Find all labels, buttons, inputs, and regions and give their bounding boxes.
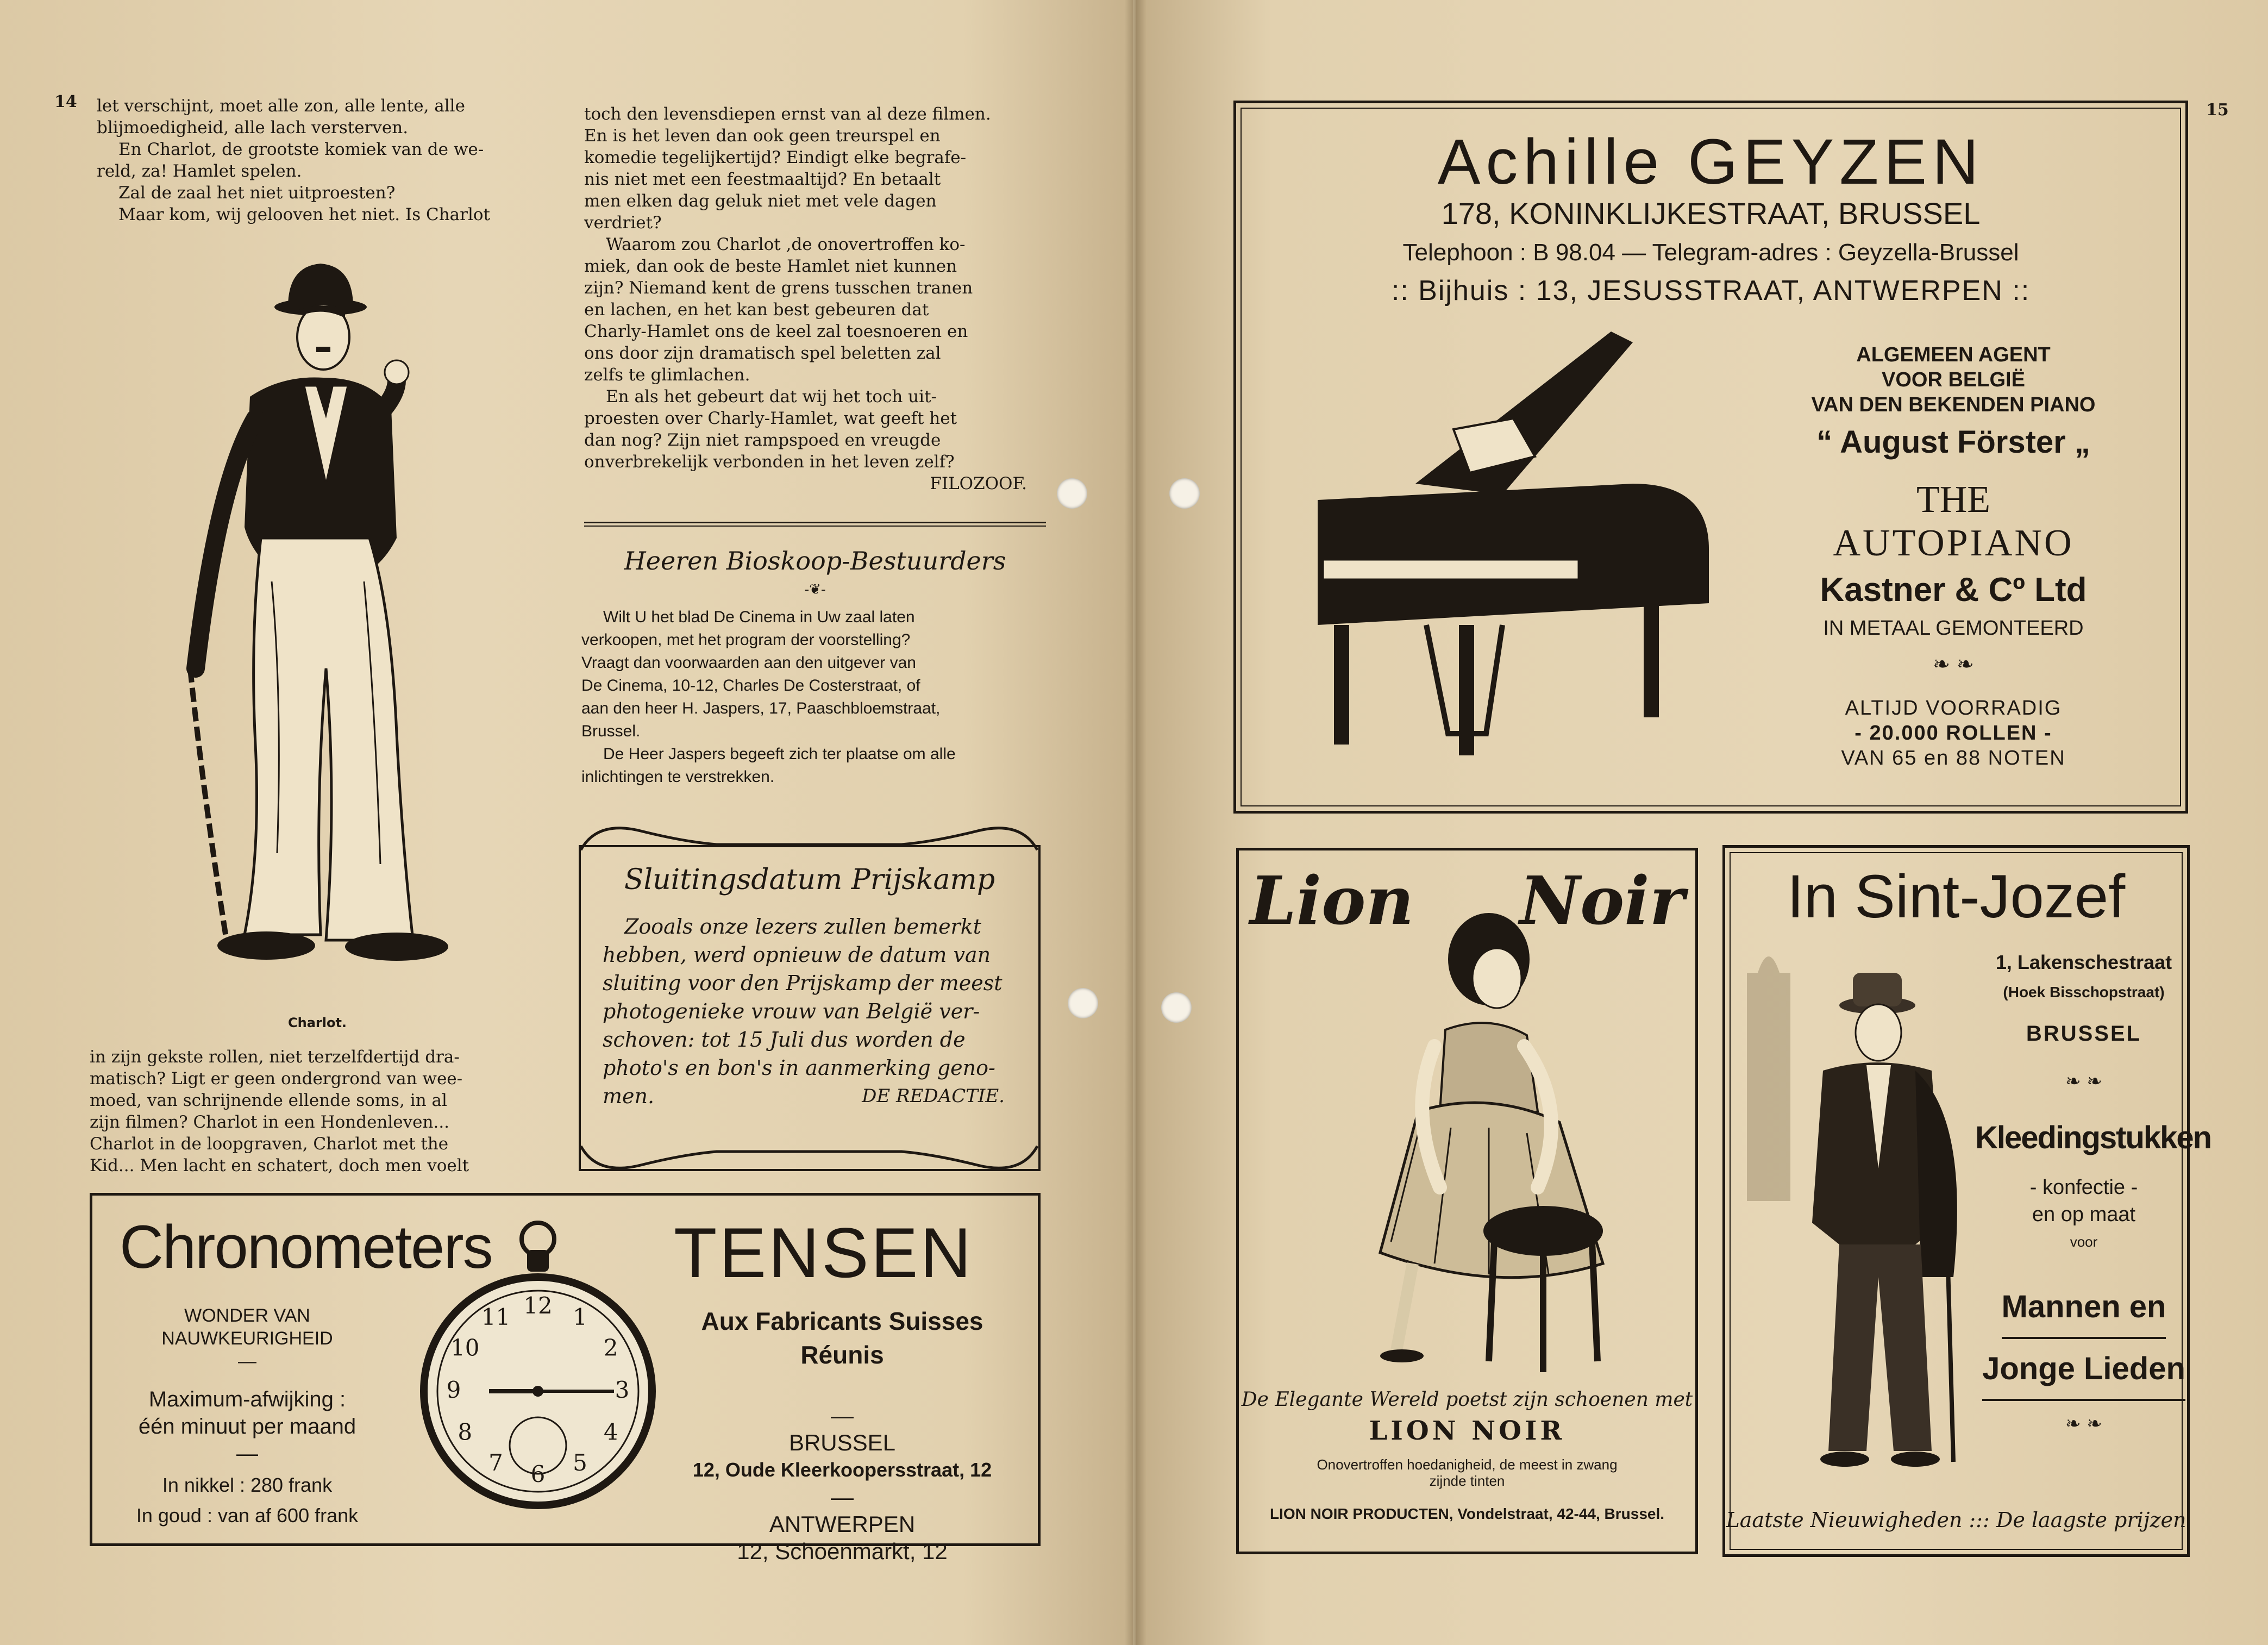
tensen-addresses bbox=[679, 1402, 1005, 1565]
tensen-prices bbox=[120, 1470, 375, 1531]
jozef-title: In Sint-Jozef bbox=[1787, 862, 2126, 930]
contest-body bbox=[603, 912, 1021, 1110]
text-line: ALGEMEEN AGENT bbox=[1856, 343, 2051, 366]
noir-title: Noir bbox=[1519, 861, 1684, 940]
contest-box bbox=[579, 845, 1041, 1171]
ornament-icon: ❧ ❧ bbox=[2065, 1071, 2102, 1092]
text-line: blijmoedigheid, alle lach versterven. bbox=[97, 118, 409, 137]
watch-numeral: 10 bbox=[450, 1334, 480, 1361]
text-line: BRUSSEL bbox=[788, 1430, 896, 1455]
text-line: dan nog? Zijn niet rampspoed en vreugde bbox=[584, 430, 941, 450]
text-line: VOOR BELGIË bbox=[1882, 368, 2025, 391]
punch-hole bbox=[1169, 478, 1200, 509]
autopiano-title bbox=[1769, 478, 2138, 565]
text-line: Onovertroffen hoedanigheid, de meest in zwang bbox=[1317, 1456, 1618, 1473]
lion-tagline: De Elegante Wereld poetst zijn schoenen met bbox=[1241, 1388, 1693, 1411]
text-line: zijn filmen? Charlot in een Hondenleven... bbox=[90, 1112, 450, 1132]
text-line: photo's en bon's in aanmerking geno- bbox=[603, 1056, 995, 1080]
watch-numeral: 3 bbox=[615, 1377, 630, 1403]
text-line: De Heer Jaspers begeeft zich ter plaatse om alle bbox=[603, 745, 956, 763]
tensen-advertisement bbox=[90, 1193, 1041, 1564]
text-line: THE bbox=[1916, 479, 1991, 521]
dash-separator: — bbox=[831, 1403, 854, 1428]
stock-text bbox=[1769, 696, 2138, 771]
jozef-product: Kleedingstukken bbox=[1975, 1120, 2211, 1155]
tensen-subtitle bbox=[130, 1304, 364, 1373]
text-line: hebben, werd opnieuw de datum van bbox=[603, 943, 991, 967]
text-line: Maar kom, wij gelooven het niet. Is Charlot bbox=[118, 205, 490, 224]
tensen-brand: TENSEN bbox=[674, 1213, 974, 1292]
text-line: 12, Oude Kleerkoopersstraat, 12 bbox=[692, 1459, 992, 1481]
piano-brand: “ August Förster „ bbox=[1816, 424, 2090, 460]
notice-heading: Heeren Bioskoop-Bestuurders bbox=[624, 546, 1006, 576]
text-line: photogenieke vrouw van België ver- bbox=[603, 999, 980, 1023]
left-page bbox=[0, 0, 1133, 1645]
right-page bbox=[1136, 0, 2268, 1645]
dash-separator: — bbox=[238, 1351, 256, 1372]
jozef-footer: Laatste Nieuwigheden ::: De laagste prijzen bbox=[1726, 1508, 2186, 1532]
text-line: Jonge Lieden bbox=[1982, 1339, 2185, 1401]
scroll-ornament-bottom bbox=[575, 1143, 1043, 1176]
scroll-ornament-top bbox=[575, 820, 1043, 853]
text-line: let verschijnt, moet alle zon, alle lente, alle bbox=[97, 96, 465, 116]
text-line: Charly-Hamlet ons de keel zal toesnoeren en bbox=[584, 322, 968, 341]
watch-numeral: 8 bbox=[458, 1418, 473, 1446]
text-line: komedie tegelijkertijd? Eindigt elke begrafe- bbox=[584, 148, 967, 167]
ornament-icon: ❧ ❧ bbox=[1933, 652, 1974, 676]
watch-numeral: 6 bbox=[530, 1461, 546, 1487]
text-line: inlichtingen te verstrekken. bbox=[581, 768, 775, 786]
lion-desc bbox=[1239, 1456, 1695, 1489]
article-col2 bbox=[584, 103, 1043, 495]
elegant-lady-illustration bbox=[1310, 883, 1636, 1372]
article-signature: FILOZOOF. bbox=[930, 474, 1027, 493]
text-line: sluiting voor den Prijskamp der meest bbox=[603, 971, 1003, 995]
text-line: - 20.000 ROLLEN - bbox=[1855, 722, 2052, 745]
text-line: één minuut per maand bbox=[138, 1415, 356, 1438]
text-line: proesten over Charly-Hamlet, wat geeft het bbox=[584, 409, 957, 428]
divider-rule bbox=[584, 522, 1046, 527]
page-number-left: 14 bbox=[54, 92, 77, 111]
text-line: Wilt U het blad De Cinema in Uw zaal laten bbox=[603, 608, 915, 626]
lion-title: Lion bbox=[1250, 861, 1414, 940]
text-line: In nikkel : 280 frank bbox=[162, 1474, 333, 1496]
text-line: reld, za! Hamlet spelen. bbox=[97, 161, 302, 181]
punch-hole bbox=[1068, 988, 1098, 1018]
fabricants bbox=[679, 1304, 1005, 1372]
dash-separator: — bbox=[236, 1442, 258, 1466]
text-line: ALTIJD VOORRADIG bbox=[1845, 697, 2062, 720]
text-line: VAN 65 en 88 NOTEN bbox=[1841, 747, 2066, 770]
watch-numeral: 7 bbox=[488, 1449, 503, 1477]
text-line: aan den heer H. Jaspers, 17, Paaschbloemstraat, bbox=[581, 699, 941, 717]
text-line: VAN DEN BEKENDEN PIANO bbox=[1811, 393, 2096, 416]
kastner: Kastner & Cº Ltd bbox=[1820, 571, 2087, 609]
text-line: verkoopen, met het program der voorstelling? bbox=[581, 631, 911, 649]
text-line: En Charlot, de grootste komiek van de we- bbox=[118, 140, 484, 159]
text-line: Aux Fabricants Suisses bbox=[701, 1307, 983, 1335]
watch-numeral: 9 bbox=[446, 1377, 461, 1403]
watch-numeral: 4 bbox=[603, 1418, 618, 1446]
jozef-city: BRUSSEL bbox=[2026, 1022, 2142, 1046]
punch-hole bbox=[1057, 478, 1087, 509]
text-line: ons door zijn dramatisch spel beletten zal bbox=[584, 343, 941, 363]
jozef-konfectie bbox=[1975, 1174, 2192, 1255]
book-gutter bbox=[1125, 0, 1146, 1645]
text-line: Vraagt dan voorwaarden aan den uitgever van bbox=[581, 654, 916, 672]
text-line: in zijn gekste rollen, niet terzelfdertijd dra- bbox=[90, 1047, 460, 1067]
text-line: WONDER VAN bbox=[184, 1305, 310, 1326]
ornament-icon: -❦- bbox=[804, 581, 826, 598]
text-line: Zal de zaal het niet uitproesten? bbox=[118, 183, 396, 203]
text-line: zelfs te glimlachen. bbox=[584, 365, 750, 385]
ornament-icon: ❧ ❧ bbox=[2065, 1413, 2102, 1435]
text-line: - konfectie - bbox=[2029, 1176, 2138, 1199]
chronometers-title: Chronometers bbox=[120, 1213, 492, 1281]
agent-text bbox=[1769, 342, 2138, 417]
text-line: ANTWERPEN bbox=[769, 1511, 916, 1537]
dash-separator: — bbox=[831, 1484, 854, 1510]
lion-noir-advertisement bbox=[1236, 848, 1698, 1554]
article-col1-bottom bbox=[90, 1046, 554, 1177]
grand-piano-illustration bbox=[1307, 321, 1731, 755]
watch-numeral: 5 bbox=[573, 1449, 587, 1477]
text-line: Réunis bbox=[800, 1341, 884, 1369]
text-line: De Cinema, 10-12, Charles De Costerstraat, of bbox=[581, 677, 920, 695]
text-line: miek, dan ook de beste Hamlet niet kunnen bbox=[584, 257, 957, 276]
geyzen-advertisement bbox=[1233, 101, 2188, 814]
geyzen-address: 178, KONINKLIJKESTRAAT, BRUSSEL bbox=[1441, 196, 1981, 230]
watch-numeral: 12 bbox=[523, 1292, 553, 1319]
punch-hole bbox=[1161, 992, 1192, 1023]
lion-footer: LION NOIR PRODUCTEN, Vondelstraat, 42-44, Brussel. bbox=[1269, 1505, 1665, 1522]
text-line: moed, van schrijnende ellende soms, in al bbox=[90, 1091, 447, 1110]
text-line: nis niet met een feestmaaltijd? En betaalt bbox=[584, 170, 941, 189]
text-line: In goud : van af 600 frank bbox=[136, 1504, 359, 1527]
text-line: verdriet? bbox=[584, 213, 662, 233]
text-line: men elken dag geluk niet met vele dagen bbox=[584, 191, 937, 211]
text-line-end: men. bbox=[603, 1084, 655, 1108]
geyzen-branch: :: Bijhuis : 13, JESUSSTRAAT, ANTWERPEN :: bbox=[1391, 275, 2031, 307]
text-line: matisch? Ligt er geen ondergrond van wee- bbox=[90, 1069, 463, 1089]
text-line: Maximum-afwijking : bbox=[148, 1387, 346, 1411]
jozef-address: 1, Lakenschestraat bbox=[1995, 951, 2172, 973]
jozef-corner: (Hoek Bisschopstraat) bbox=[2003, 984, 2165, 1000]
text-line: onverbrekelijk verbonden in het leven zelf? bbox=[584, 452, 955, 472]
text-line: 12, Schoenmarkt, 12 bbox=[737, 1538, 948, 1564]
text-line: zijnde tinten bbox=[1429, 1473, 1505, 1489]
text-line: En als het gebeurt dat wij het toch uit- bbox=[606, 387, 937, 406]
text-line: Waarom zou Charlot ,de onovertroffen ko- bbox=[606, 235, 966, 254]
text-line: Charlot in de loopgraven, Charlot met the bbox=[90, 1134, 449, 1154]
text-line: Brussel. bbox=[581, 722, 641, 740]
page-number-right: 15 bbox=[2206, 101, 2229, 120]
pocket-watch-icon bbox=[418, 1217, 657, 1522]
text-line: AUTOPIANO bbox=[1833, 522, 2074, 564]
text-line: voor bbox=[2070, 1234, 2098, 1250]
text-line: en lachen, en het kan best gebeuren dat bbox=[584, 300, 929, 320]
illustration-caption: Charlot. bbox=[288, 1015, 347, 1030]
contest-signature: DE REDACTIE. bbox=[862, 1085, 1005, 1107]
watch-numeral: 1 bbox=[573, 1303, 587, 1330]
text-line: En is het leven dan ook geen treurspel en bbox=[584, 126, 941, 146]
sint-jozef-advertisement bbox=[1722, 845, 2211, 1557]
text-line: Kid... Men lacht en schatert, doch men voelt bbox=[90, 1156, 469, 1175]
text-line: Mannen en bbox=[2002, 1277, 2166, 1339]
contest-heading: Sluitingsdatum Prijskamp bbox=[624, 864, 995, 896]
article-col1-top bbox=[97, 95, 559, 226]
jozef-audience bbox=[1975, 1277, 2192, 1401]
charlot-illustration bbox=[141, 255, 478, 984]
text-line: Zooals onze lezers zullen bemerkt bbox=[624, 915, 982, 939]
gentleman-illustration bbox=[1736, 940, 1981, 1484]
text-line: toch den levensdiepen ernst van al deze filmen. bbox=[584, 104, 991, 124]
text-line bbox=[603, 1082, 1021, 1110]
metal-mounted: IN METAAL GEMONTEERD bbox=[1823, 617, 2084, 640]
tensen-precision bbox=[120, 1386, 375, 1467]
watch-numeral: 2 bbox=[603, 1334, 618, 1361]
lion-brand: LION NOIR bbox=[1369, 1416, 1565, 1446]
text-line: schoven: tot 15 Juli dus worden de bbox=[603, 1028, 966, 1052]
text-line: NAUWKEURIGHEID bbox=[161, 1328, 333, 1349]
watch-numeral: 11 bbox=[481, 1303, 511, 1330]
geyzen-name: Achille GEYZEN bbox=[1437, 126, 1984, 198]
geyzen-telephone: Telephoon : B 98.04 — Telegram-adres : Geyzella-Brussel bbox=[1402, 239, 2019, 266]
notice-body bbox=[581, 606, 1046, 789]
text-line: zijn? Niemand kent de grens tusschen tranen bbox=[584, 278, 973, 298]
text-line: en op maat bbox=[2032, 1203, 2136, 1226]
